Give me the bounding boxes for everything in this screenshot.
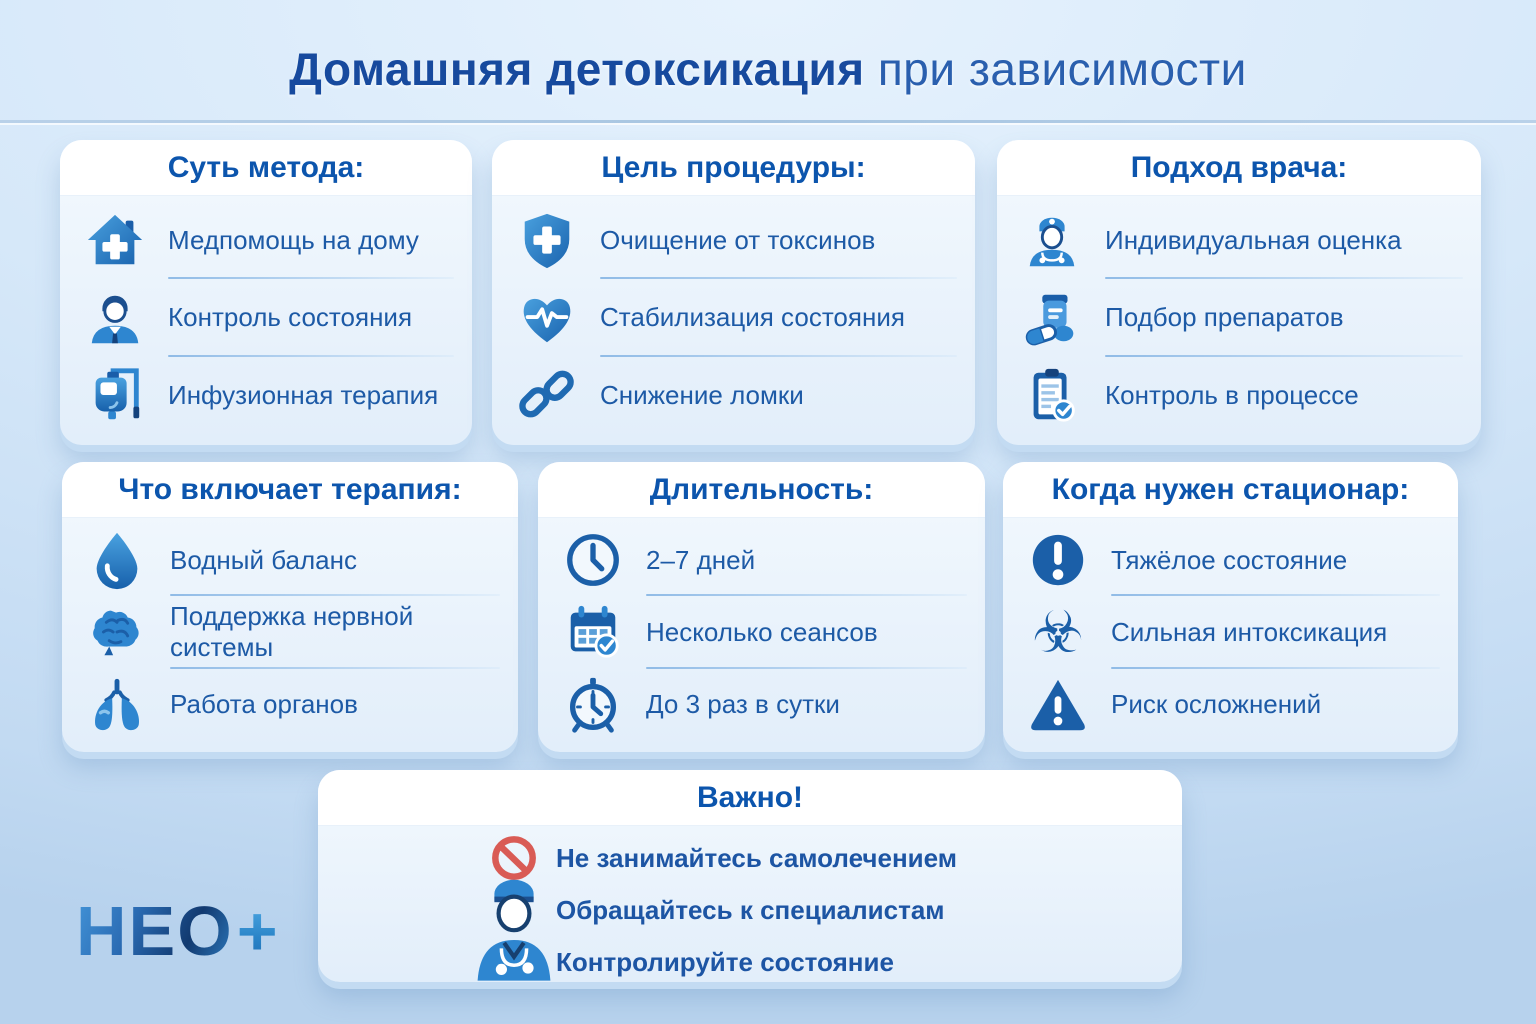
item-label: Инфузионная терапия	[168, 379, 439, 410]
card-method-essence	[60, 140, 472, 445]
card-header: Подход врача:	[997, 140, 1481, 196]
exclamation-circle-icon	[1027, 529, 1089, 591]
brand-logo-plus-icon: +	[236, 892, 280, 970]
card-header: Когда нужен стационар:	[1003, 462, 1458, 518]
item-label: Не занимайтесь самолечением	[556, 842, 957, 873]
item-label: Тяжёлое состояние	[1111, 544, 1348, 575]
item-label: Водный баланс	[170, 544, 357, 575]
heart-pulse-icon	[516, 287, 578, 349]
list-item	[84, 279, 456, 356]
brand-logo	[76, 892, 280, 970]
list-item	[562, 596, 969, 668]
card-procedure-goal	[492, 140, 975, 445]
list-item	[1027, 669, 1442, 741]
list-item	[488, 936, 1162, 988]
alarm-clock-icon	[562, 674, 624, 736]
iv-drip-icon	[84, 364, 146, 426]
item-label: Стабилизация состояния	[600, 302, 905, 333]
card-body	[997, 196, 1481, 444]
item-label: Контроль в процессе	[1105, 379, 1359, 410]
surgeon-icon	[466, 870, 562, 982]
item-label: Контроль состояния	[168, 302, 413, 333]
house-cross-icon	[84, 210, 146, 272]
card-important	[318, 770, 1182, 982]
list-item	[488, 884, 1162, 936]
doctor-cap-icon	[1021, 210, 1083, 272]
lungs-icon	[86, 674, 148, 736]
item-label: Очищение от токсинов	[600, 225, 876, 256]
card-body	[492, 196, 975, 444]
item-label: Обращайтесь к специалистам	[556, 894, 945, 925]
biohazard-icon: ☣	[1032, 598, 1084, 667]
card-header: Что включает терапия:	[62, 462, 518, 518]
card-body	[538, 518, 985, 751]
item-label: 2–7 дней	[646, 544, 756, 575]
list-item	[488, 832, 1162, 884]
item-label: Индивидуальная оценка	[1105, 225, 1402, 256]
calendar-check-icon	[562, 601, 624, 663]
card-header: Важно!	[318, 770, 1182, 826]
item-label: Поддержка нервной системы	[170, 601, 414, 663]
list-item	[1021, 202, 1465, 279]
item-label: Работа органов	[170, 689, 358, 720]
item-label: Контролируйте состояние	[556, 946, 894, 977]
list-item	[562, 669, 969, 741]
clock-icon	[562, 529, 624, 591]
card-therapy-includes	[62, 462, 518, 752]
list-item	[1027, 524, 1442, 596]
item-label: Медпомощь на дому	[168, 225, 419, 256]
warning-triangle-icon	[1027, 674, 1089, 736]
title-divider	[0, 120, 1536, 123]
item-label: Снижение ломки	[600, 379, 804, 410]
page-title-bold: Домашняя детоксикация	[289, 43, 865, 95]
medication-icon	[1021, 287, 1083, 349]
card-body	[60, 196, 472, 444]
card-header: Цель процедуры:	[492, 140, 975, 196]
card-when-hospital	[1003, 462, 1458, 752]
list-item	[84, 202, 456, 279]
page-title-regular: при зависимости	[864, 43, 1247, 95]
list-item	[1021, 357, 1465, 434]
list-item	[1021, 279, 1465, 356]
item-label: Подбор препаратов	[1105, 302, 1344, 333]
list-item	[84, 357, 456, 434]
list-item	[516, 357, 959, 434]
item-label: Сильная интоксикация	[1111, 616, 1388, 647]
list-item	[562, 524, 969, 596]
shield-cross-icon	[516, 210, 578, 272]
item-label: Риск осложнений	[1111, 689, 1322, 720]
card-header: Длительность:	[538, 462, 985, 518]
clipboard-check-icon	[1021, 364, 1083, 426]
chain-icon	[516, 364, 578, 426]
list-item	[516, 202, 959, 279]
brand-logo-text: НЕО	[76, 892, 234, 970]
list-item	[86, 669, 502, 741]
list-item	[86, 596, 502, 668]
card-body	[62, 518, 518, 751]
card-header: Суть метода:	[60, 140, 472, 196]
card-duration	[538, 462, 985, 752]
water-drop-icon	[86, 529, 148, 591]
card-doctor-approach	[997, 140, 1481, 445]
item-label: До 3 раз в сутки	[646, 689, 840, 720]
list-item	[86, 524, 502, 596]
card-body	[318, 826, 1182, 981]
card-body	[1003, 518, 1458, 751]
brain-icon	[86, 601, 148, 663]
list-item	[516, 279, 959, 356]
item-label: Несколько сеансов	[646, 616, 878, 647]
page-title	[0, 42, 1536, 96]
list-item	[1027, 596, 1442, 668]
doctor-icon	[84, 287, 146, 349]
